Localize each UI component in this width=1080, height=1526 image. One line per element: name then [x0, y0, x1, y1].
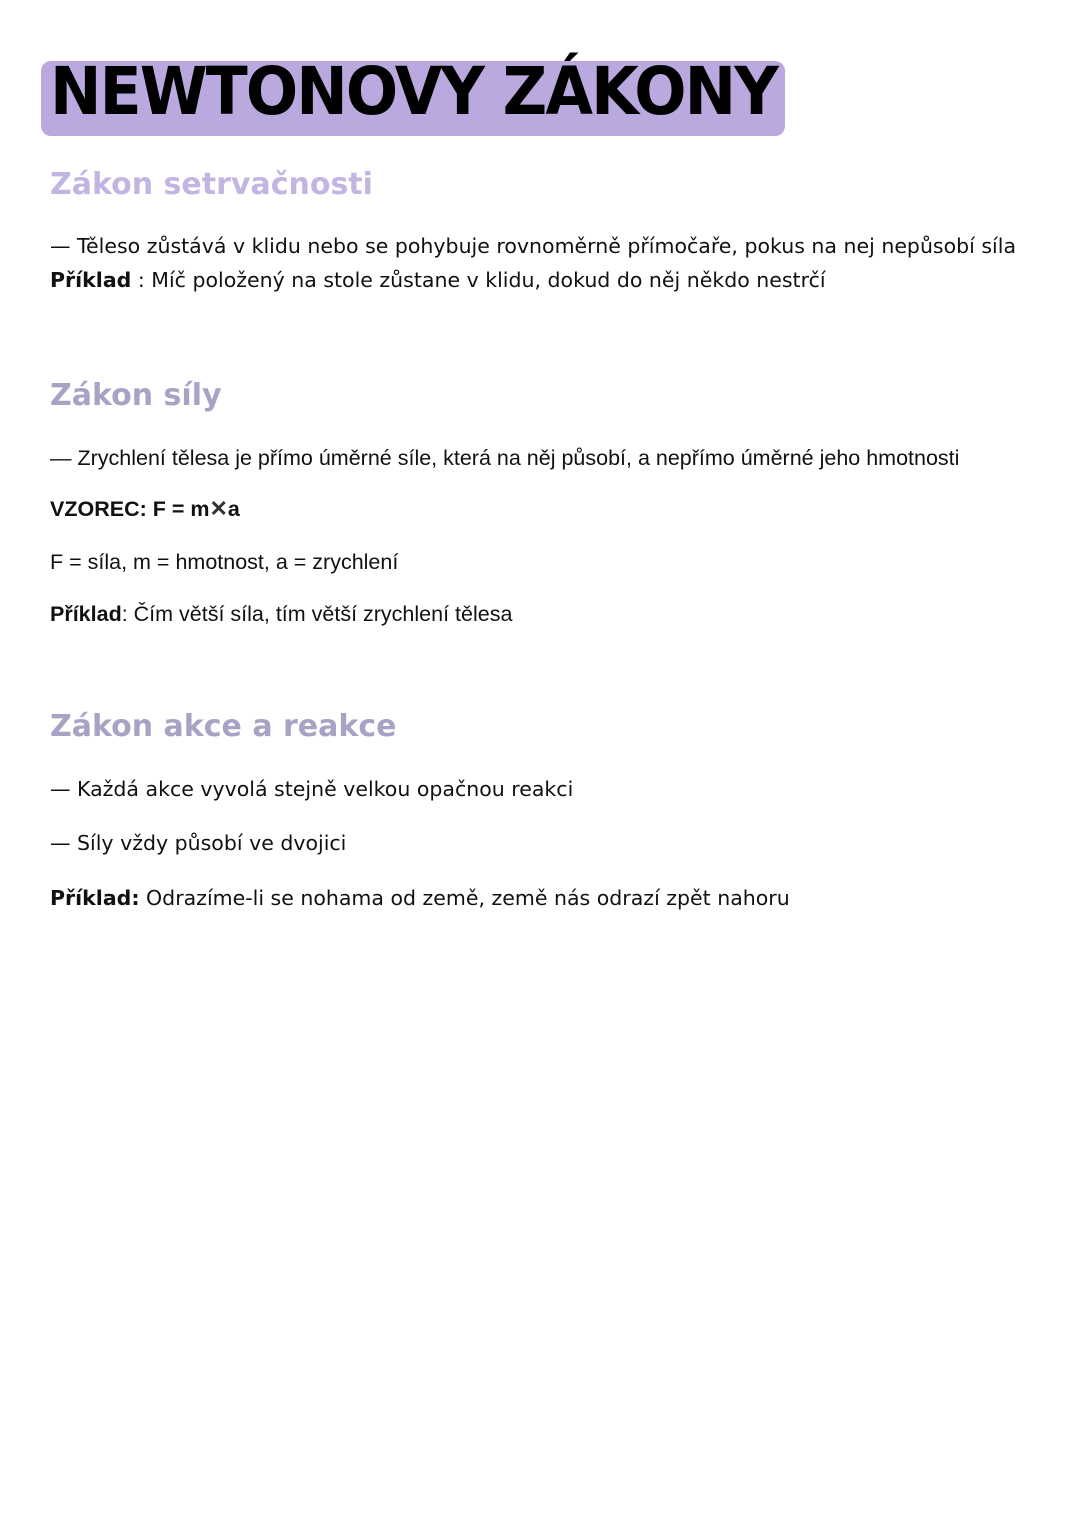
action-reaction-point-1: — Každá akce vyvolá stejně velkou opačnou reakci — [50, 777, 574, 801]
action-reaction-example — [50, 884, 790, 912]
example-label: Příklad: — [50, 886, 140, 910]
example-text: Odrazíme-li se nohama od země, země nás odrazí zpět nahoru — [139, 886, 790, 910]
action-reaction-point-2: — Síly vždy působí ve dvojici — [50, 831, 347, 855]
force-formula — [50, 495, 240, 523]
inertia-definition: — Těleso zůstává v klidu nebo se pohybuje rovnoměrně přímočaře, pokus na nej nepůsobí síla — [50, 234, 1017, 258]
example-label: Příklad — [50, 602, 122, 626]
page-title: NEWTONOVY ZÁKONY — [50, 53, 777, 130]
force-example — [50, 600, 512, 628]
force-definition: — Zrychlení tělesa je přímo úměrné síle, která na něj působí, a nepřímo úměrné jeho hmotnosti — [50, 446, 960, 470]
inertia-example — [50, 266, 826, 294]
section-heading-action-reaction: Zákon akce a reakce — [50, 709, 397, 744]
example-text: : Míč položený na stole zůstane v klidu, dokud do něj někdo nestrčí — [131, 268, 826, 292]
multiply-icon: ✕ — [209, 496, 228, 521]
formula-suffix: a — [227, 497, 240, 521]
example-text: : Čím větší síla, tím větší zrychlení tělesa — [121, 602, 513, 626]
force-legend: F = síla, m = hmotnost, a = zrychlení — [50, 550, 399, 574]
section-heading-force: Zákon síly — [50, 378, 222, 413]
section-heading-inertia: Zákon setrvačnosti — [50, 167, 373, 202]
example-label: Příklad — [50, 268, 132, 292]
formula-prefix: VZOREC: F = m — [50, 497, 210, 521]
